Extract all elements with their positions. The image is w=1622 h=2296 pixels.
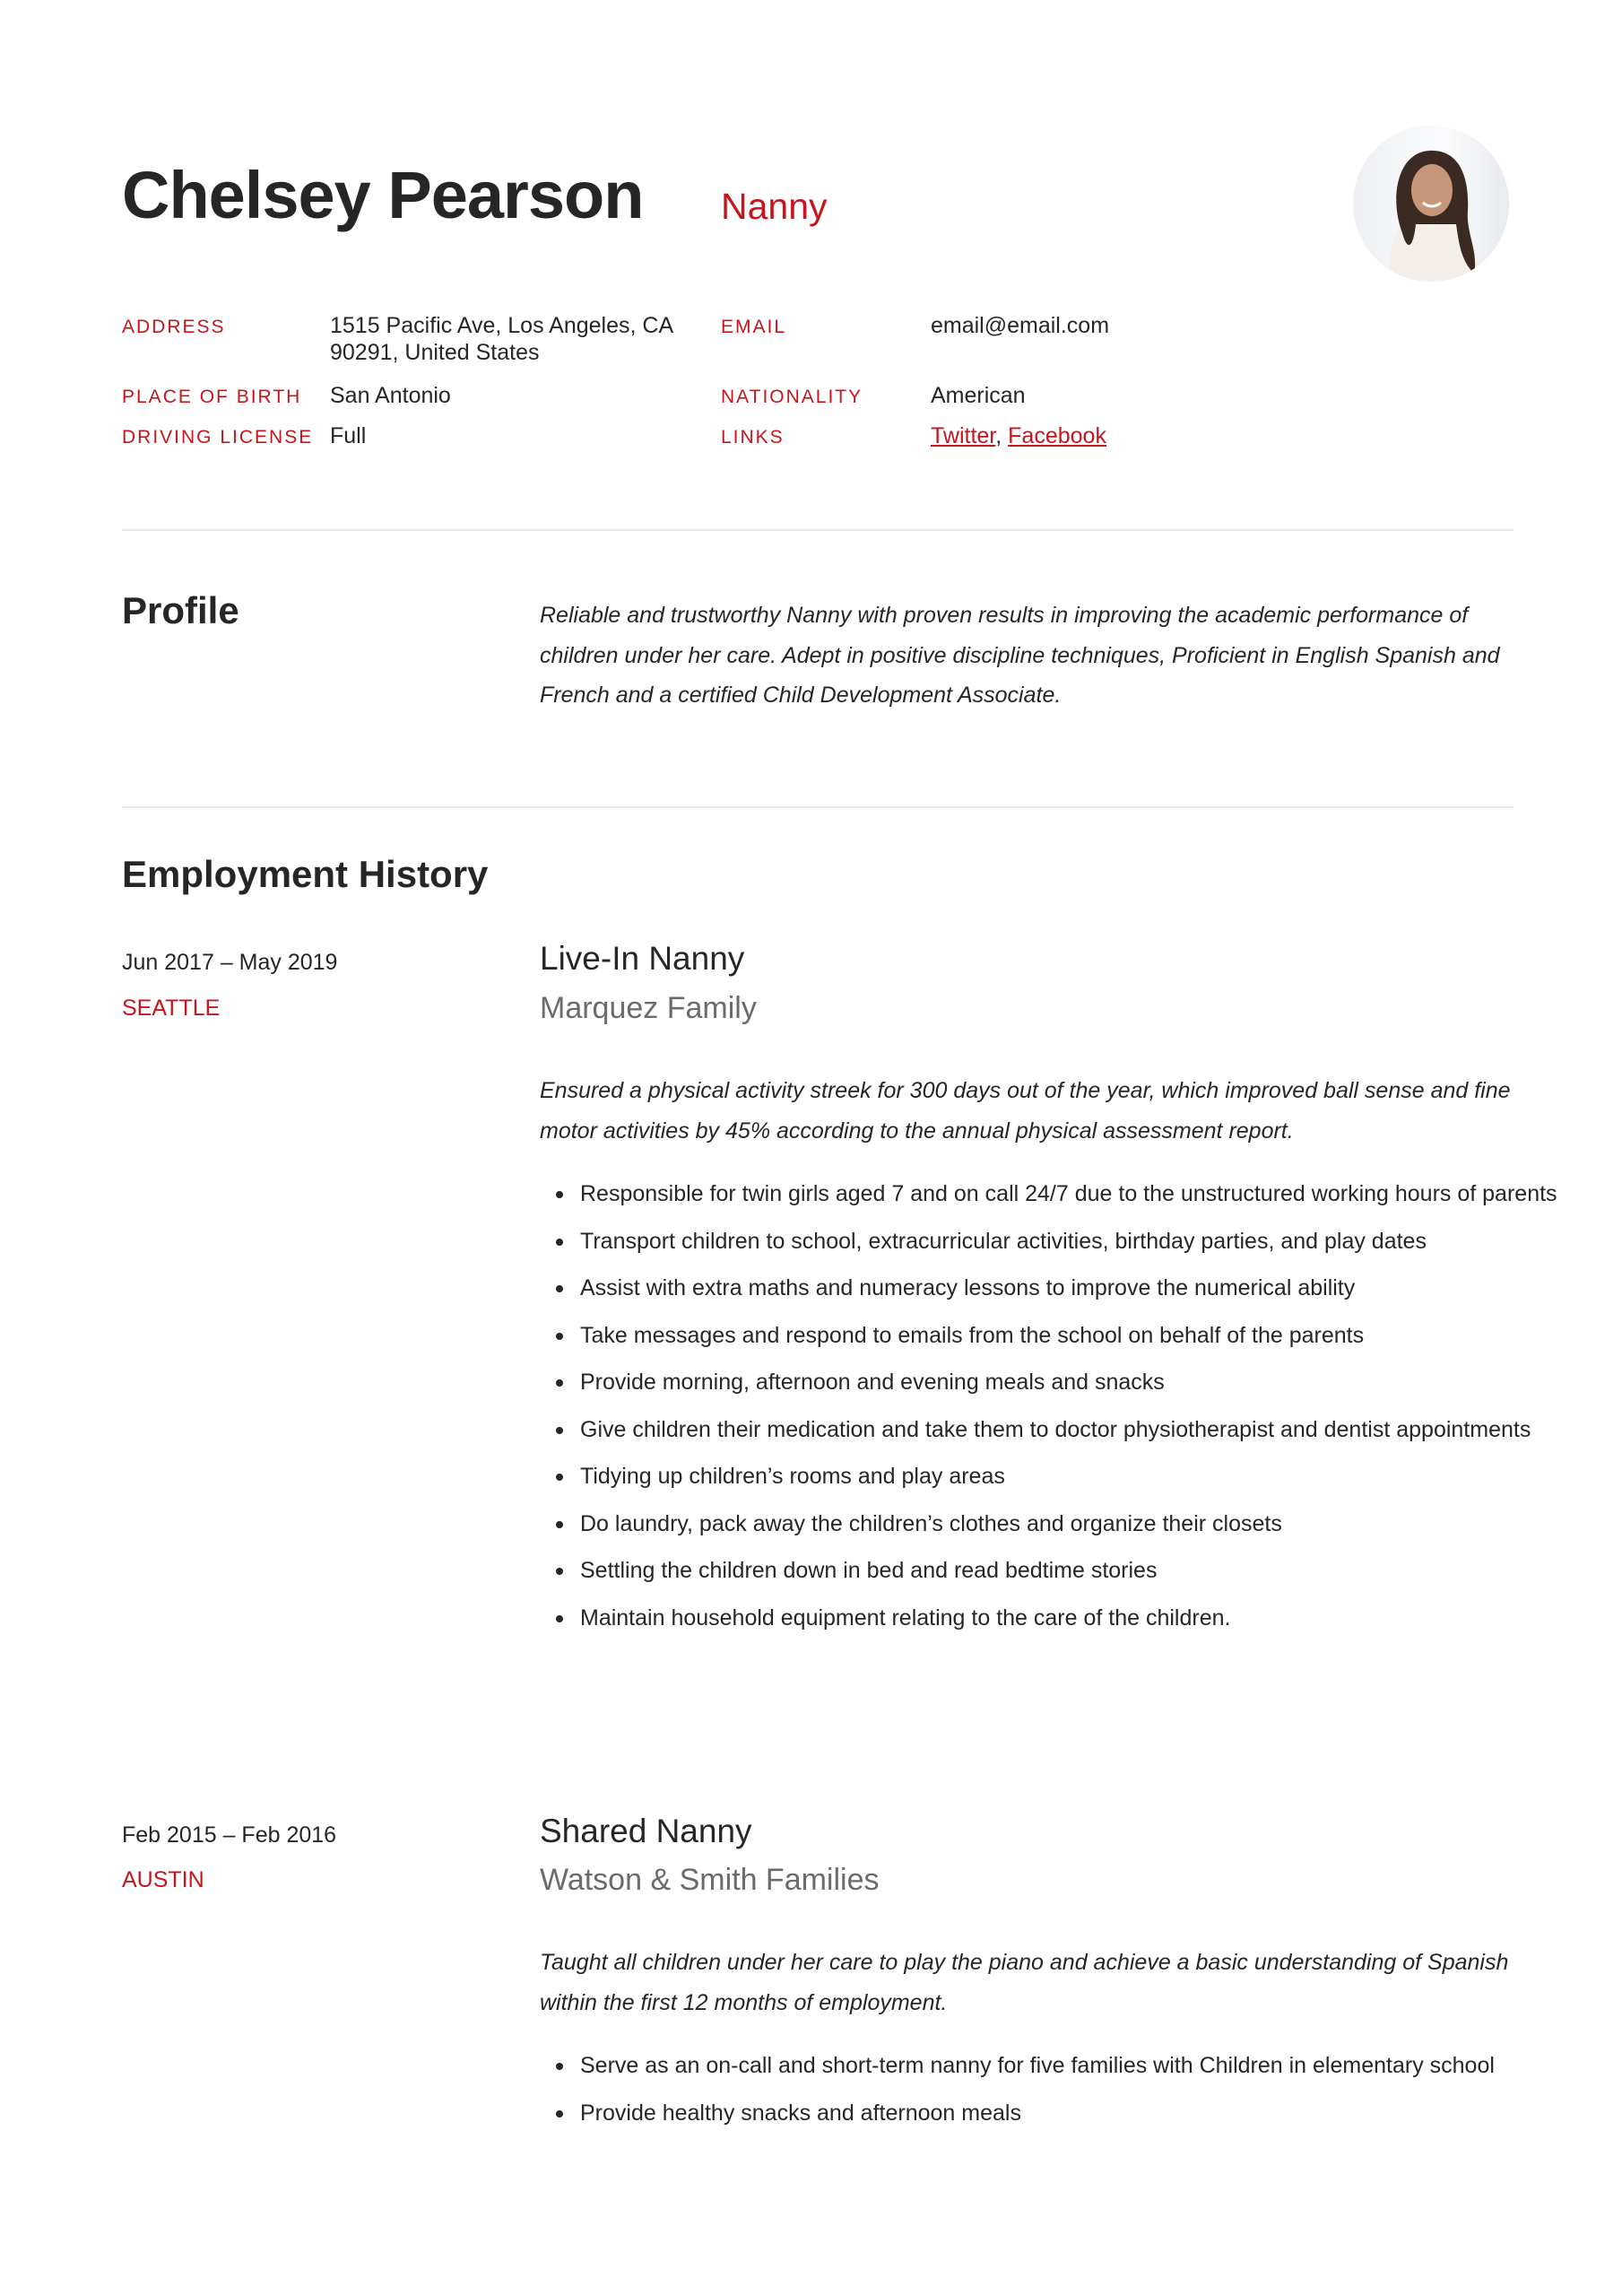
- twitter-link[interactable]: Twitter: [931, 423, 996, 448]
- job-dates: Feb 2015 – Feb 2016: [122, 1822, 337, 1848]
- job-role: Nanny: [721, 186, 828, 227]
- divider: [122, 529, 1514, 531]
- list-item: Provide morning, afternoon and evening meals and snacks: [580, 1362, 1557, 1403]
- list-item: Give children their medication and take them to doctor physiotherapist and dentist appointments: [580, 1410, 1557, 1450]
- list-item: Responsible for twin girls aged 7 and on call 24/7 due to the unstructured working hours of parents: [580, 1174, 1557, 1214]
- links-label: LINKS: [721, 427, 785, 448]
- nationality-value: American: [931, 383, 1026, 408]
- list-item: Provide healthy snacks and afternoon meals: [580, 2093, 1557, 2134]
- list-item: Maintain household equipment relating to the care of the children.: [580, 1598, 1557, 1639]
- email-label: EMAIL: [721, 317, 787, 337]
- job-title: Live-In Nanny: [540, 940, 745, 977]
- list-item: Tidying up children’s rooms and play areas: [580, 1457, 1557, 1497]
- email-value: email@email.com: [931, 313, 1110, 338]
- list-item: Serve as an on-call and short-term nanny for five families with Children in elementary school: [580, 2046, 1557, 2086]
- birth-value: San Antonio: [330, 383, 451, 408]
- job-company: Watson & Smith Families: [540, 1863, 880, 1897]
- job-city: AUSTIN: [122, 1867, 204, 1892]
- nationality-label: NATIONALITY: [721, 387, 863, 407]
- employment-heading: Employment History: [122, 853, 489, 895]
- job-bullets: [540, 2046, 1557, 2140]
- license-value: Full: [330, 423, 367, 448]
- profile-heading: Profile: [122, 589, 239, 631]
- profile-text: Reliable and trustworthy Nanny with proven results in improving the academic performance of children under her care. Adept in positive discipline techniques, Proficient in English Spanish and French and a certified Child Development Associate.: [540, 603, 1500, 708]
- license-label: DRIVING LICENSE: [122, 427, 314, 448]
- facebook-link[interactable]: Facebook: [1008, 423, 1106, 448]
- profile-photo: [1353, 126, 1509, 282]
- divider: [122, 806, 1514, 808]
- candidate-name: Chelsey Pearson: [122, 158, 644, 232]
- job-city: SEATTLE: [122, 996, 221, 1021]
- job-summary: Ensured a physical activity streek for 300 days out of the year, which improved ball sense and fine motor activities by 45% according to the annual physical assessment report.: [540, 1078, 1511, 1144]
- birth-label: PLACE OF BIRTH: [122, 387, 302, 407]
- list-item: Settling the children down in bed and read bedtime stories: [580, 1551, 1557, 1591]
- address-value: 1515 Pacific Ave, Los Angeles, CA 90291, United States: [330, 313, 672, 365]
- job-dates: Jun 2017 – May 2019: [122, 950, 338, 975]
- job-bullets: [540, 1174, 1557, 1645]
- list-item: Take messages and respond to emails from the school on behalf of the parents: [580, 1316, 1557, 1356]
- list-item: Assist with extra maths and numeracy lessons to improve the numerical ability: [580, 1268, 1557, 1309]
- list-item: Transport children to school, extracurricular activities, birthday parties, and play dates: [580, 1222, 1557, 1262]
- job-company: Marquez Family: [540, 991, 757, 1025]
- address-label: ADDRESS: [122, 317, 226, 337]
- job-summary: Taught all children under her care to play the piano and achieve a basic understanding of Spanish within the first 12 months of employment.: [540, 1950, 1509, 2015]
- job-title: Shared Nanny: [540, 1813, 752, 1849]
- links-separator: ,: [995, 423, 1002, 448]
- links-value: [931, 422, 1106, 449]
- list-item: Do laundry, pack away the children’s clothes and organize their closets: [580, 1504, 1557, 1544]
